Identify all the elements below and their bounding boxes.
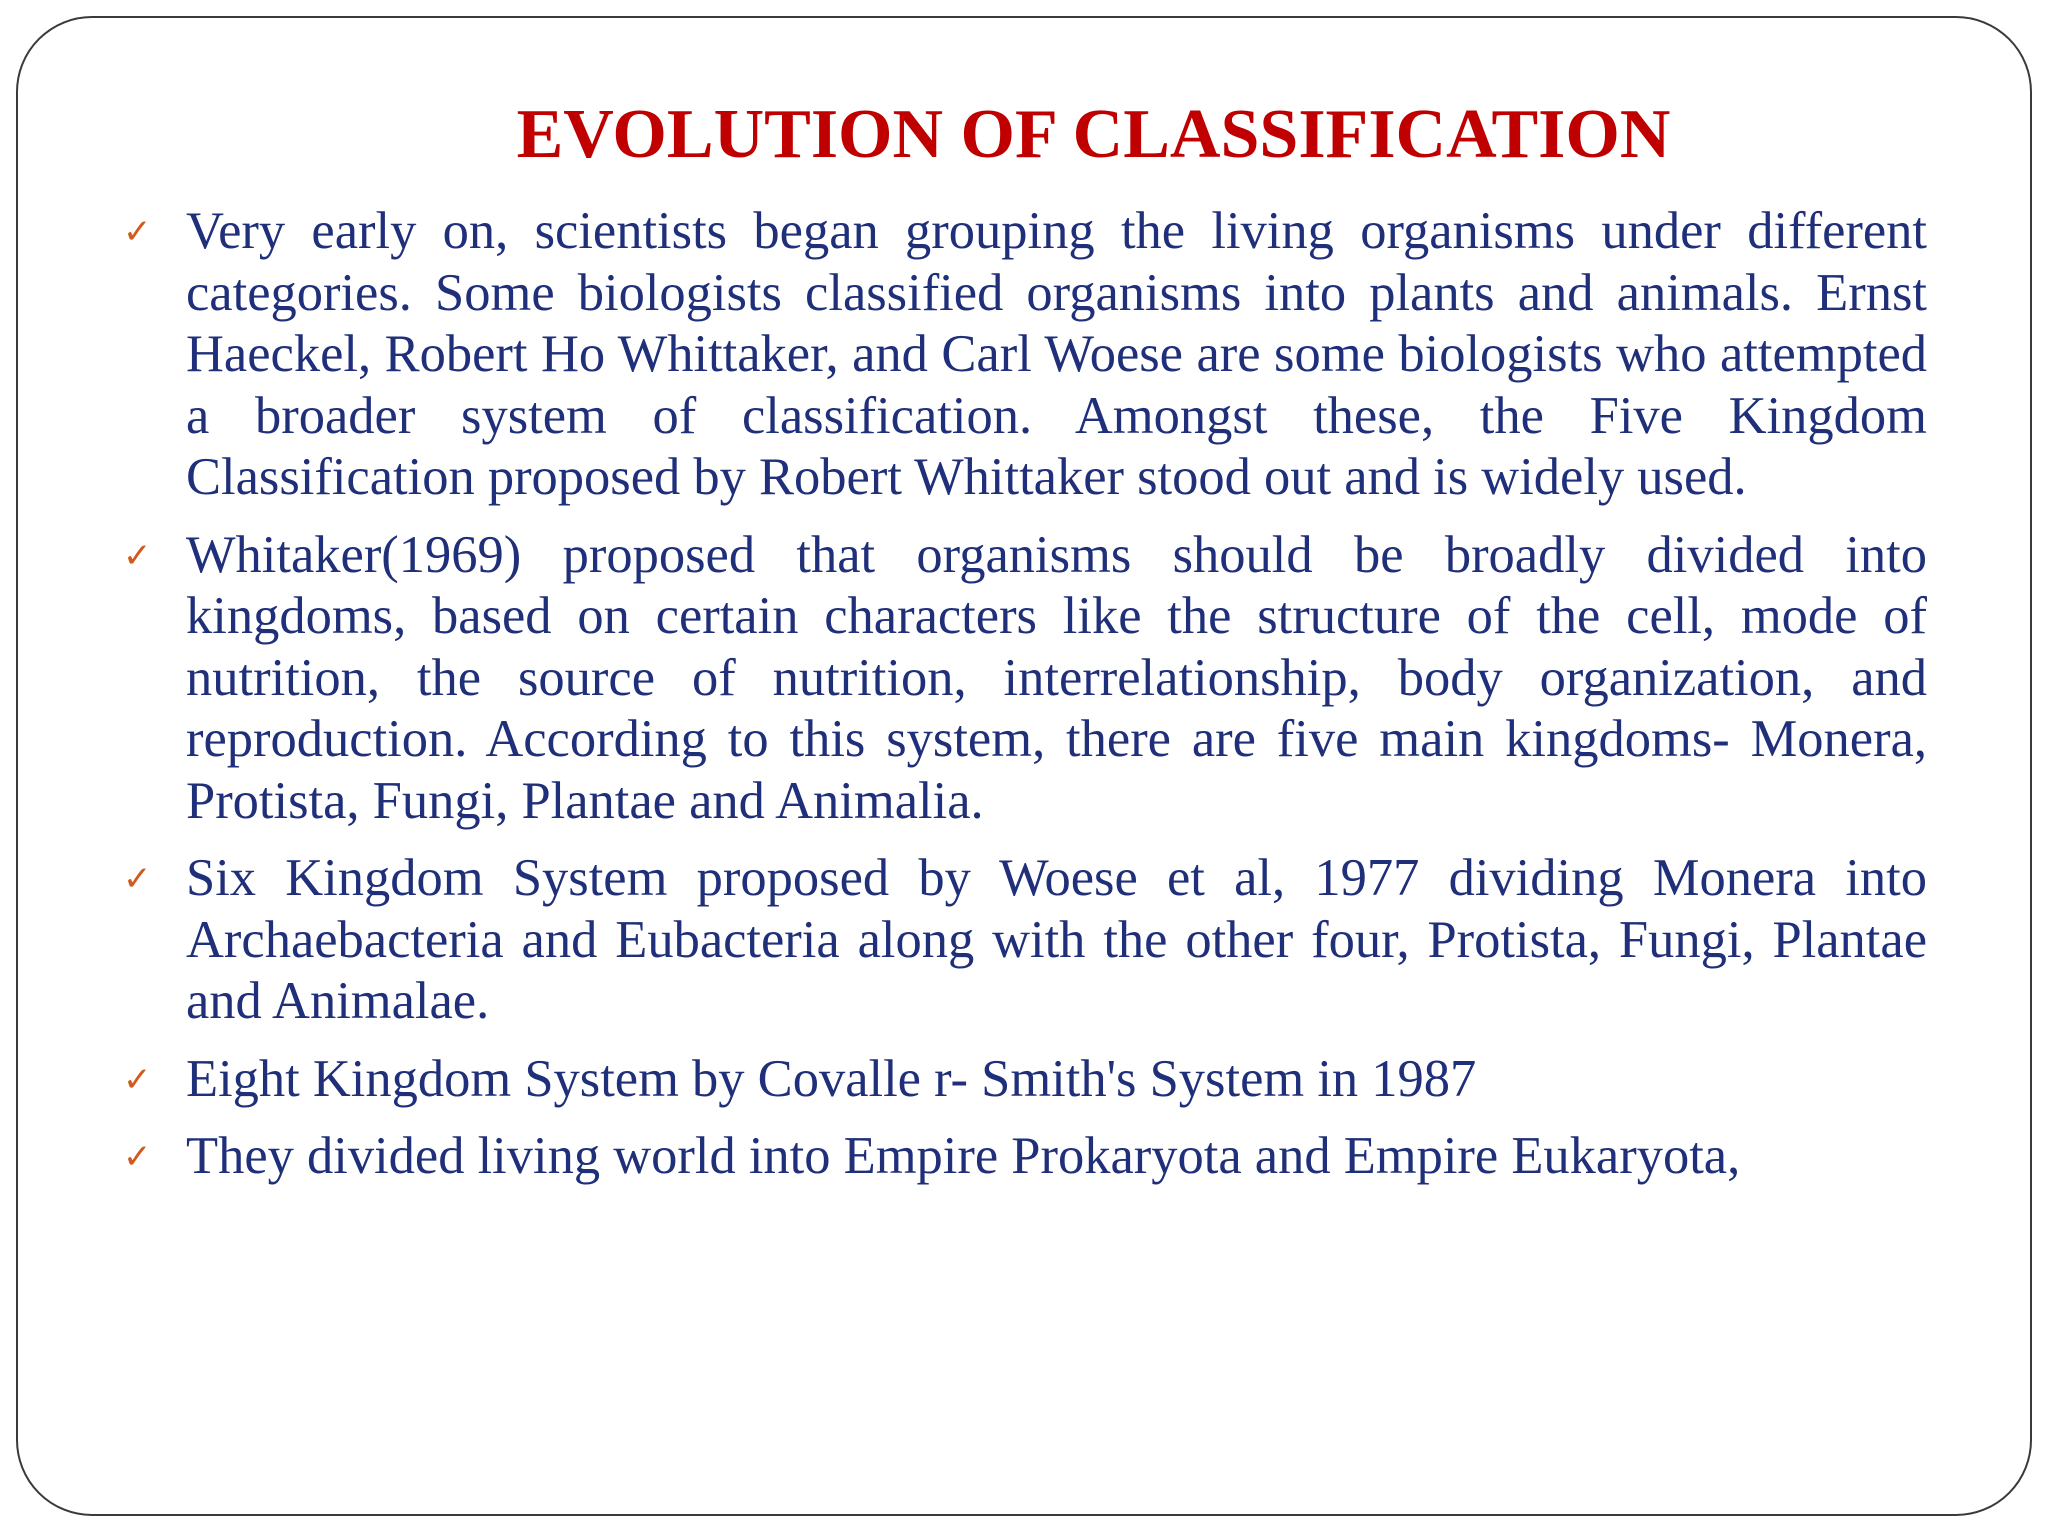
- bullet-item: [123, 201, 1927, 509]
- bullet-text: Eight Kingdom System by Covalle r- Smith's System in 1987: [186, 1049, 1477, 1108]
- bullet-item: [123, 1049, 1927, 1111]
- bullet-text: Whitaker(1969) proposed that organisms should be broadly divided into kingdoms, based on certain characters like the structure of the cell, mode of nutrition, the source of nutrition, interrelationship, body organization, and reproduction. According to this system, there are five main kingdoms- Monera, Protista, Fungi, Plantae and Animalia.: [186, 525, 1927, 830]
- checkmark-icon: ✓: [123, 1059, 152, 1100]
- bullet-text: Six Kingdom System proposed by Woese et al, 1977 dividing Monera into Archaebacteria and Eubacteria along with the other four, Protista, Fungi, Plantae and Animalae.: [186, 849, 1927, 1030]
- bullet-item: [123, 848, 1927, 1033]
- checkmark-icon: ✓: [123, 535, 152, 576]
- slide-title: EVOLUTION OF CLASSIFICATION: [516, 96, 1671, 173]
- bullet-item: [123, 1126, 1927, 1188]
- checkmark-icon: ✓: [123, 212, 152, 252]
- bullet-text: Very early on, scientists began grouping the living organisms under different categories. Some biologists classified organisms into plants and animals. Ernst Haeckel, Robert Ho Whittaker, and Carl Woese are some biologists who attempted a broader system of classification. Amongst these, the Five Kingdom Classification proposed by Robert Whittaker stood out and is widely used.: [186, 202, 1927, 506]
- bullet-text: They divided living world into Empire Prokaryota and Empire Eukaryota,: [186, 1127, 1741, 1185]
- bullet-item: [123, 525, 1927, 833]
- checkmark-icon: ✓: [123, 859, 152, 899]
- bullet-list: [123, 201, 1927, 1204]
- checkmark-icon: ✓: [123, 1137, 152, 1177]
